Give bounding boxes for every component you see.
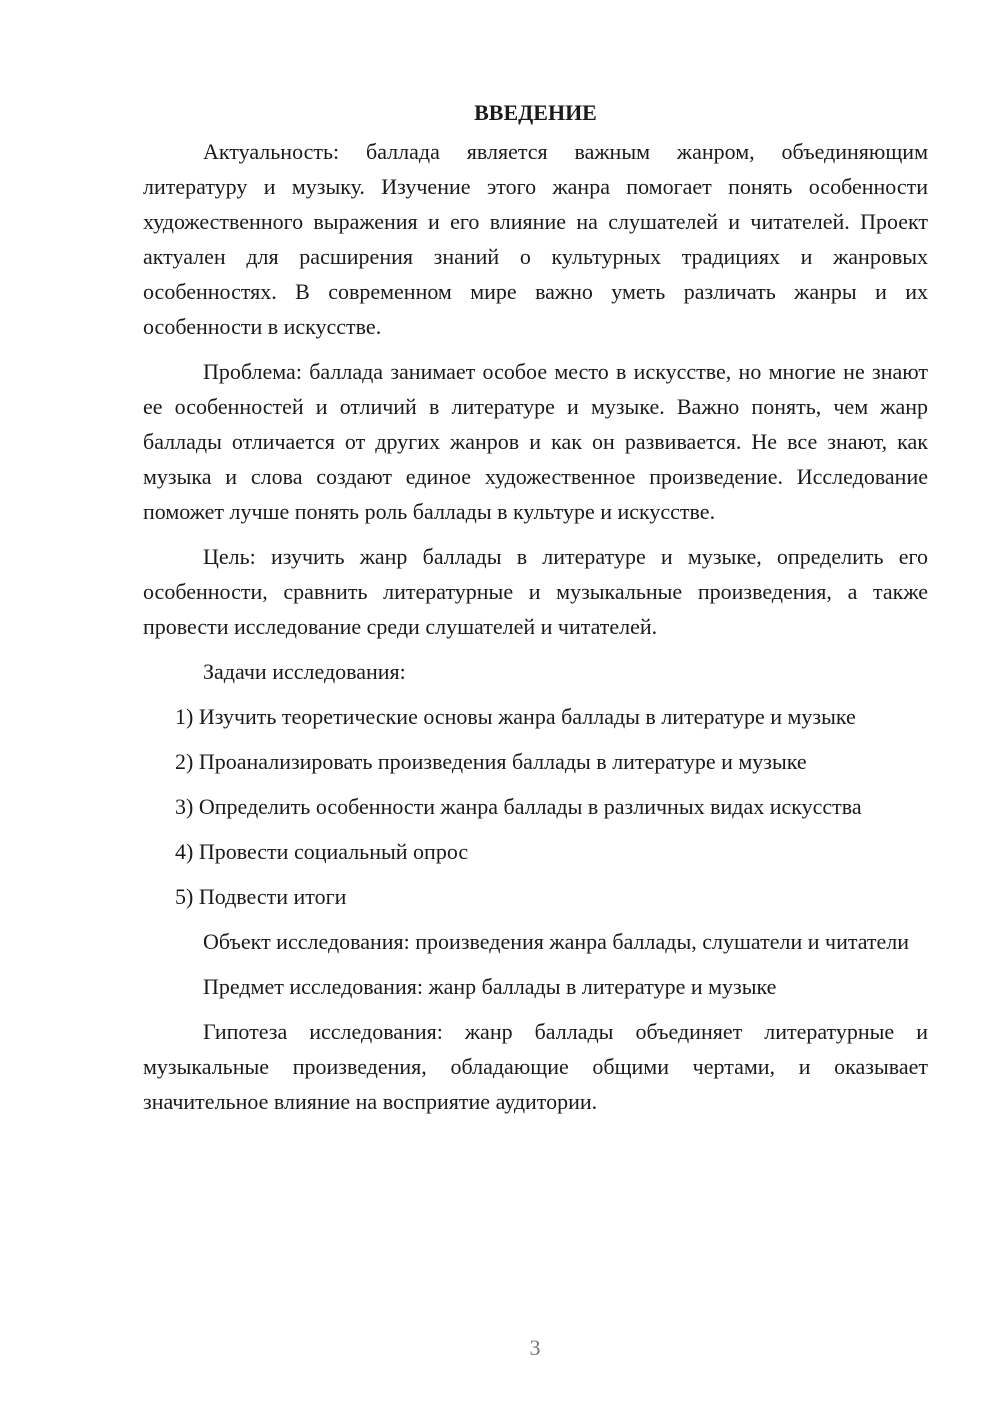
task-item-1: 1) Изучить теоретические основы жанра баллады в литературе и музыке <box>175 704 856 729</box>
object-paragraph: Объект исследования: произведения жанра баллады, слушатели и читатели <box>203 929 910 954</box>
task-item-5: 5) Подвести итоги <box>175 884 347 909</box>
task-item-4: 4) Провести социальный опрос <box>175 839 469 864</box>
task-item-2: 2) Проанализировать произведения баллады в литературе и музыке <box>175 749 807 774</box>
task-item-3: 3) Определить особенности жанра баллады в различных видах искусства <box>175 794 862 819</box>
goal-paragraph: Цель: изучить жанр баллады в литературе и музыке, определить его особенности, сравнить литературные и музыкальные произведения, а также провести исследование среди слушателей и читателей. <box>143 544 928 639</box>
document-page <box>143 95 928 1129</box>
relevance-paragraph: Актуальность: баллада является важным жанром, объединяющим литературу и музыку. Изучение этого жанра помогает понять особенности художественного выражения и его влияние на слушателей и читателей. Проект актуален для расширения знаний о культурных традициях и жанровых особенностях. В современном мире важно уметь различать жанры и их особенности в искусстве. <box>143 139 928 339</box>
subject-paragraph: Предмет исследования: жанр баллады в литературе и музыке <box>203 974 777 999</box>
hypothesis-paragraph: Гипотеза исследования: жанр баллады объединяет литературные и музыкальные произведения, обладающие общими чертами, и оказывает значительное влияние на восприятие аудитории. <box>143 1019 928 1114</box>
tasks-heading: Задачи исследования: <box>203 659 406 684</box>
page-title: ВВЕДЕНИЕ <box>474 100 597 125</box>
page-number: 3 <box>529 1335 541 1360</box>
problem-paragraph: Проблема: баллада занимает особое место в искусстве, но многие не знают ее особенностей и отличий в литературе и музыке. Важно понять, чем жанр баллады отличается от других жанров и как он развивается. Не все знают, как музыка и слова создают единое художественное произведение. Исследование поможет лучше понять роль баллады в культуре и искусстве. <box>143 359 928 524</box>
